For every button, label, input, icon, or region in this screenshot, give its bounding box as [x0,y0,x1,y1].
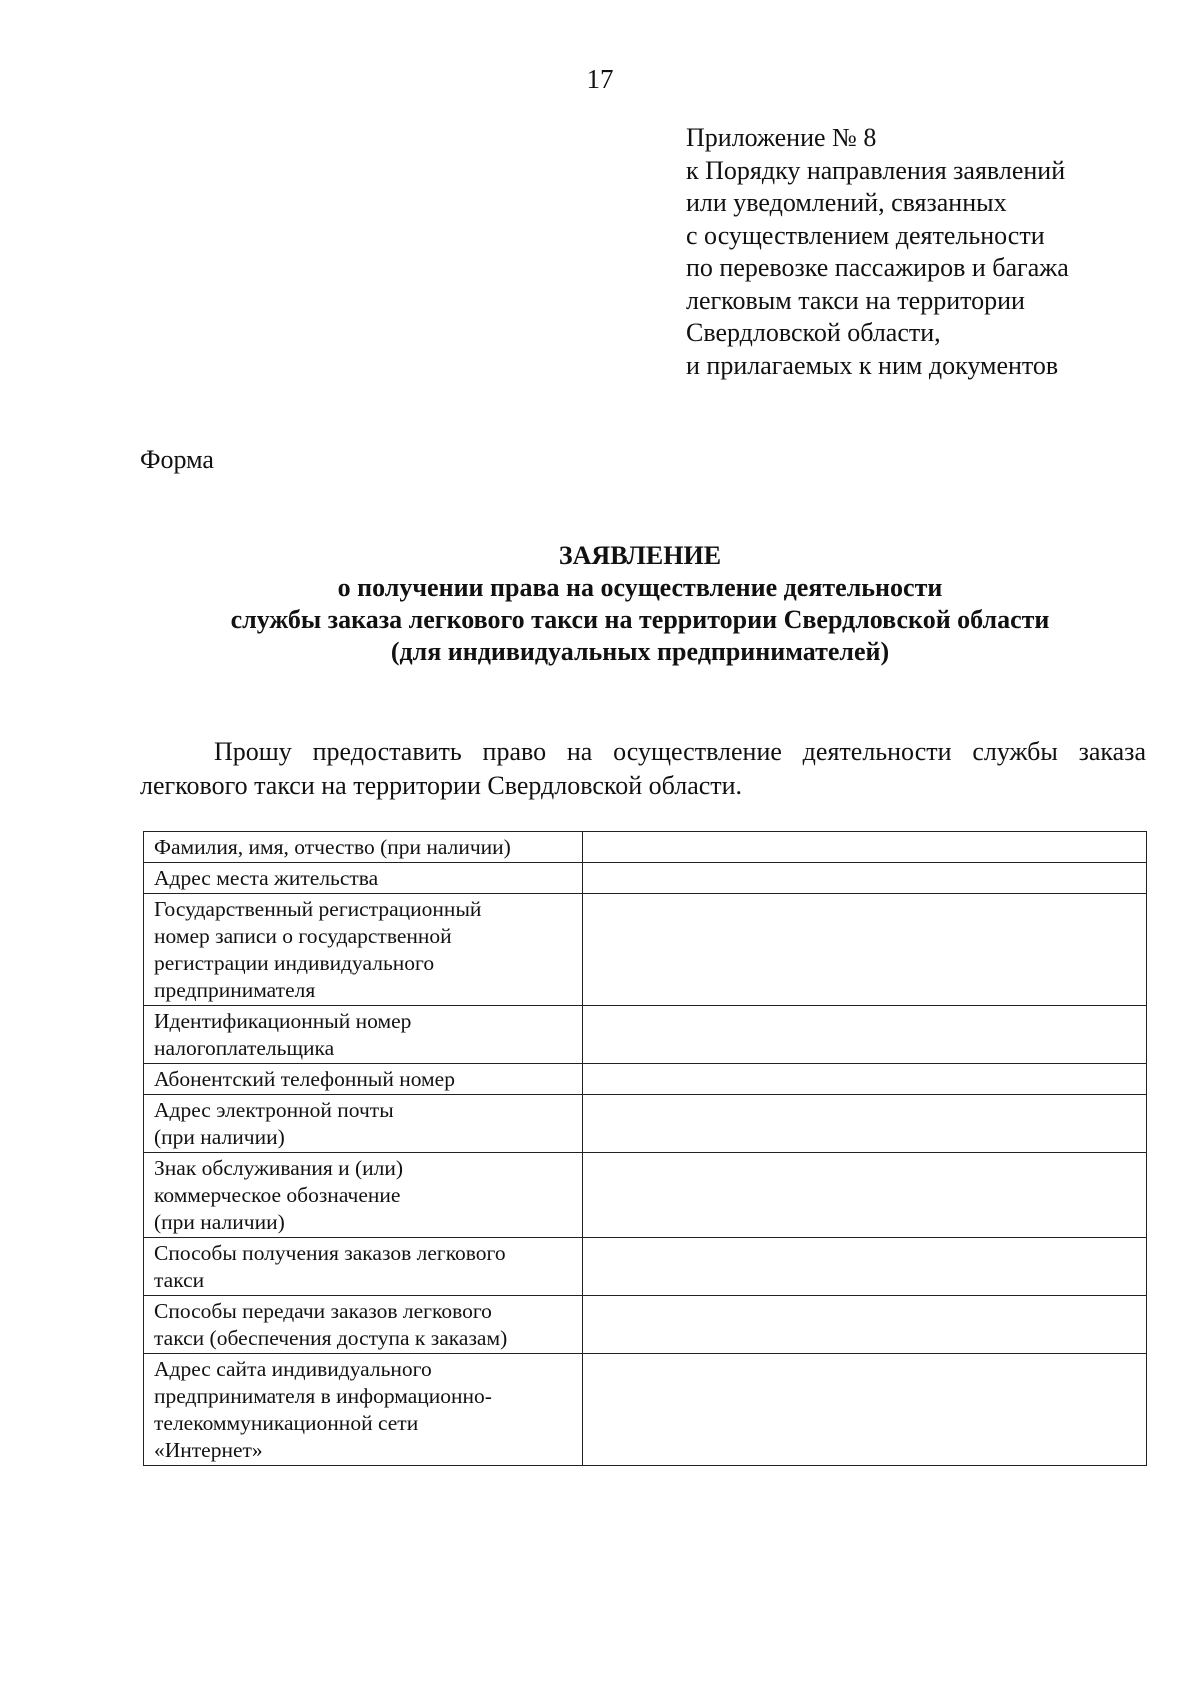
field-value[interactable] [582,863,1146,894]
table-row [144,1296,1147,1354]
applicant-info-table [143,831,1147,1466]
field-label-line: предпринимателя в информационно- [154,1384,492,1408]
field-label-line: налогоплательщика [154,1036,335,1060]
field-value[interactable] [582,832,1146,863]
table-row [144,832,1147,863]
field-label [144,832,583,863]
title-line: о получении права на осуществление деятельности [337,573,943,602]
table-row [144,1238,1147,1296]
table-row [144,1354,1147,1466]
table-row [144,1064,1147,1095]
field-label-line: коммерческое обозначение [154,1183,401,1207]
field-value[interactable] [582,1238,1146,1296]
field-value[interactable] [582,1354,1146,1466]
appendix-line: к Порядку направления заявлений [686,155,1066,185]
field-label-line: Способы передачи заказов легкового [154,1299,492,1323]
appendix-line: Приложение № 8 [686,123,877,152]
title-heading: ЗАЯВЛЕНИЕ [558,541,722,570]
table-row [144,1153,1147,1238]
field-label-line: Государственный регистрационный [154,897,482,921]
field-value[interactable] [582,1006,1146,1064]
field-label-line: такси (обеспечения доступа к заказам) [154,1326,508,1350]
appendix-block [686,122,1069,382]
appendix-line: по перевозке пассажиров и багажа [686,253,1069,282]
request-paragraph [140,735,1146,803]
field-value[interactable] [582,1153,1146,1238]
field-label [144,1238,583,1296]
appendix-line: с осуществлением деятельности [686,220,1045,250]
title-line: службы заказа легкового такси на территории Свердловской области [230,605,1050,634]
table-row [144,1006,1147,1064]
field-label-line: регистрации индивидуального [154,951,435,975]
form-label: Форма [140,445,214,474]
appendix-line: Свердловской области, [686,318,941,347]
field-label-line: Адрес сайта индивидуального [154,1357,432,1381]
field-label [144,1064,583,1095]
table-row [144,894,1147,1006]
field-label [144,1006,583,1064]
appendix-line: легковым такси на территории [686,285,1025,315]
field-label-line: (при наличии) [154,1125,285,1149]
page-number: 17 [586,64,614,94]
table-row [144,863,1147,894]
field-label-line: Адрес электронной почты [154,1098,394,1122]
field-label [144,1296,583,1354]
title-line: (для индивидуальных предпринимателей) [390,637,890,666]
field-label-line: Абонентский телефонный номер [154,1067,455,1091]
field-label-line: такси [154,1268,205,1292]
field-label-line: Способы получения заказов легкового [154,1241,506,1265]
field-value[interactable] [582,1095,1146,1153]
document-title [130,540,1150,668]
field-label-line: номер записи о государственной [154,924,452,948]
field-label [144,894,583,1006]
field-label [144,1095,583,1153]
field-value[interactable] [582,1064,1146,1095]
request-line: легкового такси на территории Свердловской области. [140,771,743,800]
appendix-line: и прилагаемых к ним документов [686,350,1059,380]
field-label-line: предпринимателя [154,978,316,1002]
field-label-line: Фамилия, имя, отчество (при наличии) [154,835,511,859]
field-label [144,863,583,894]
field-label [144,1153,583,1238]
field-label-line: Адрес места жительства [154,866,379,890]
field-label-line: (при наличии) [154,1210,285,1234]
field-label [144,1354,583,1466]
request-line: Прошу предоставить право на осуществление деятельности службы заказа [214,737,1146,766]
field-label-line: Идентификационный номер [154,1009,412,1033]
table-row [144,1095,1147,1153]
field-label-line: «Интернет» [154,1438,263,1462]
field-label-line: Знак обслуживания и (или) [154,1156,404,1180]
appendix-line: или уведомлений, связанных [686,188,1007,217]
field-value[interactable] [582,1296,1146,1354]
field-label-line: телекоммуникационной сети [154,1411,419,1435]
field-value[interactable] [582,894,1146,1006]
